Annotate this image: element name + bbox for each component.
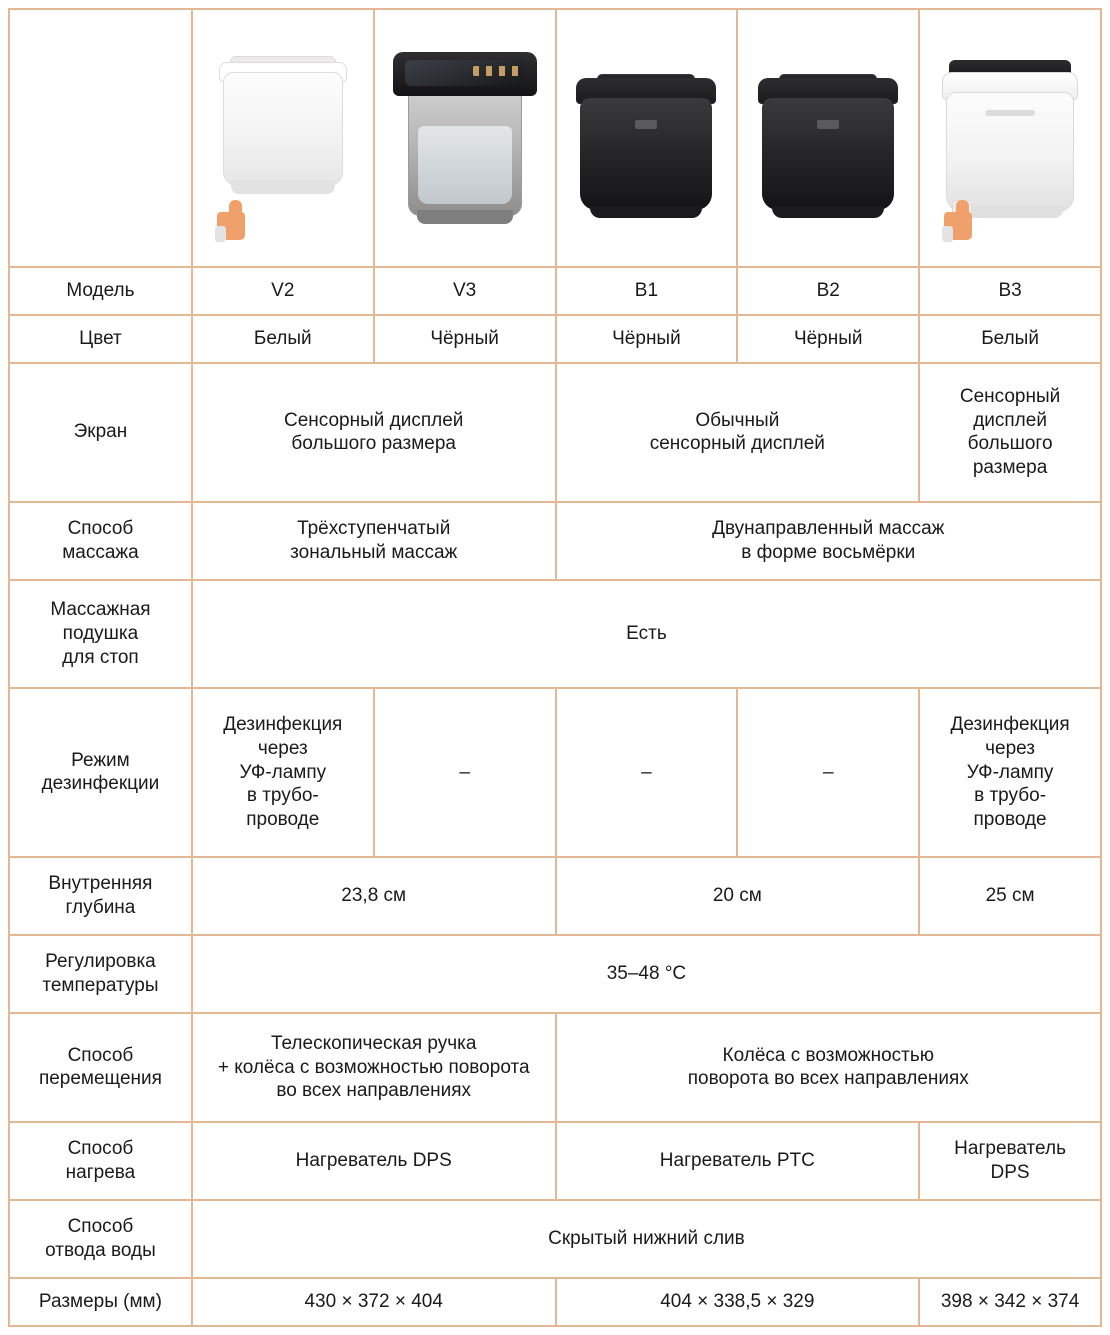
cell-model-4: B3 xyxy=(919,267,1101,315)
row-label-model: Модель xyxy=(9,267,192,315)
table-row-moving xyxy=(9,1013,1101,1121)
cell-massage_pillow-0: Есть xyxy=(192,580,1101,688)
cell-heating-1: Нагреватель PTC xyxy=(556,1122,920,1200)
row-label-massage_pillow: Массажная подушка для стоп xyxy=(9,580,192,688)
cell-dimensions-0: 430 × 372 × 404 xyxy=(192,1278,556,1326)
row-label-massage_type: Способ массажа xyxy=(9,502,192,580)
table-row-temperature xyxy=(9,935,1101,1013)
cell-disinfection-2: – xyxy=(556,688,738,857)
cell-inner_depth-1: 20 см xyxy=(556,857,920,935)
cell-dimensions-2: 398 × 342 × 374 xyxy=(919,1278,1101,1326)
cell-heating-0: Нагреватель DPS xyxy=(192,1122,556,1200)
row-label-disinfection: Режим дезинфекции xyxy=(9,688,192,857)
cell-massage_type-0: Трёхступенчатый зональный массаж xyxy=(192,502,556,580)
cell-color-4: Белый xyxy=(919,315,1101,363)
table-row-inner_depth xyxy=(9,857,1101,935)
row-label-inner_depth: Внутренняя глубина xyxy=(9,857,192,935)
table-row-dimensions xyxy=(9,1278,1101,1326)
row-label-moving: Способ перемещения xyxy=(9,1013,192,1121)
thumbs-up-icon xyxy=(215,198,255,242)
row-label-temperature: Регулировка температуры xyxy=(9,935,192,1013)
cell-temperature-0: 35–48 °C xyxy=(192,935,1101,1013)
cell-color-2: Чёрный xyxy=(556,315,738,363)
cell-moving-0: Телескопическая ручка + колёса с возможностью поворота во всех направлениях xyxy=(192,1013,556,1121)
cell-dimensions-1: 404 × 338,5 × 329 xyxy=(556,1278,920,1326)
cell-disinfection-4: Дезинфекция через УФ-лампу в трубо- проводе xyxy=(919,688,1101,857)
cell-disinfection-0: Дезинфекция через УФ-лампу в трубо- проводе xyxy=(192,688,374,857)
cell-screen-1: Обычный сенсорный дисплей xyxy=(556,363,920,502)
cell-inner_depth-2: 25 см xyxy=(919,857,1101,935)
table-row-massage_type xyxy=(9,502,1101,580)
table-corner-cell xyxy=(9,9,192,267)
cell-disinfection-3: – xyxy=(737,688,919,857)
row-label-color: Цвет xyxy=(9,315,192,363)
product-image-row xyxy=(9,9,1101,267)
table-row-model xyxy=(9,267,1101,315)
cell-drain-0: Скрытый нижний слив xyxy=(192,1200,1101,1278)
cell-color-3: Чёрный xyxy=(737,315,919,363)
row-label-dimensions: Размеры (мм) xyxy=(9,1278,192,1326)
product-image-v3 xyxy=(374,9,556,267)
cell-screen-2: Сенсорный дисплей большого размера xyxy=(919,363,1101,502)
cell-color-0: Белый xyxy=(192,315,374,363)
cell-model-0: V2 xyxy=(192,267,374,315)
row-label-screen: Экран xyxy=(9,363,192,502)
product-image-b2 xyxy=(737,9,919,267)
table-row-heating xyxy=(9,1122,1101,1200)
cell-disinfection-1: – xyxy=(374,688,556,857)
product-image-b1 xyxy=(556,9,738,267)
product-image-v2 xyxy=(192,9,374,267)
cell-moving-1: Колёса с возможностью поворота во всех направлениях xyxy=(556,1013,1101,1121)
table-row-massage_pillow xyxy=(9,580,1101,688)
thumbs-up-icon xyxy=(942,198,982,242)
cell-model-3: B2 xyxy=(737,267,919,315)
table-row-disinfection xyxy=(9,688,1101,857)
cell-color-1: Чёрный xyxy=(374,315,556,363)
table-row-drain xyxy=(9,1200,1101,1278)
cell-model-2: B1 xyxy=(556,267,738,315)
row-label-heating: Способ нагрева xyxy=(9,1122,192,1200)
cell-inner_depth-0: 23,8 см xyxy=(192,857,556,935)
cell-model-1: V3 xyxy=(374,267,556,315)
cell-massage_type-1: Двунаправленный массаж в форме восьмёрки xyxy=(556,502,1101,580)
product-comparison-table xyxy=(8,8,1102,1327)
table-row-screen xyxy=(9,363,1101,502)
table-row-color xyxy=(9,315,1101,363)
cell-screen-0: Сенсорный дисплей большого размера xyxy=(192,363,556,502)
product-image-b3 xyxy=(919,9,1101,267)
cell-heating-2: Нагреватель DPS xyxy=(919,1122,1101,1200)
row-label-drain: Способ отвода воды xyxy=(9,1200,192,1278)
